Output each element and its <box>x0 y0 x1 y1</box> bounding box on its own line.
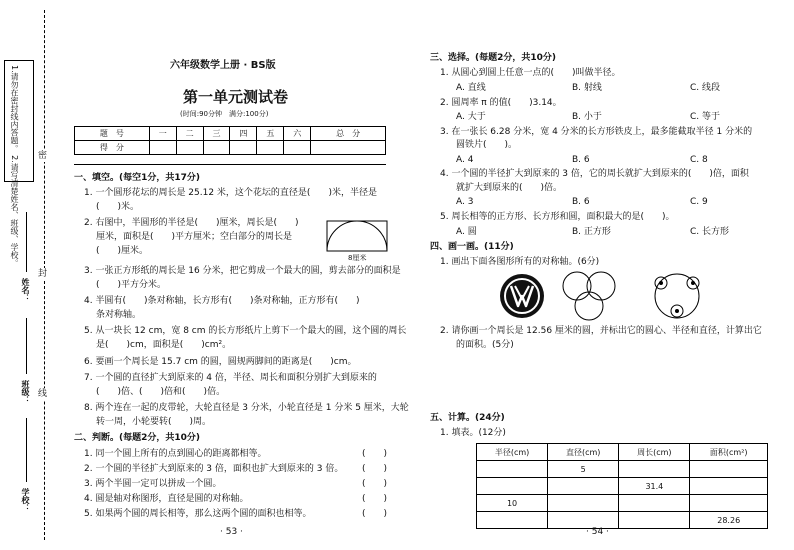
choice-4-option-b[interactable]: B. 6 <box>572 197 590 207</box>
score-header-cell: 一 <box>149 127 176 141</box>
q5-line1: 5. 从一块长 12 cm，宽 8 cm 的长方形纸片上剪下一个最大的圆，这个圆的周长 <box>84 326 407 336</box>
judge-answer-4[interactable]: ( ) <box>362 494 388 504</box>
judge-answer-5[interactable]: ( ) <box>362 509 388 519</box>
judge-answer-3[interactable]: ( ) <box>362 479 388 489</box>
page-number-right: · 54 · <box>586 527 609 537</box>
choice-2-option-c[interactable]: C. 等于 <box>690 112 721 122</box>
choice-3-line1: 3. 在一张长 6.28 分米，宽 4 分米的长方形铁皮上，最多能截取半径 1 分米的 <box>440 127 753 137</box>
choice-1-option-c[interactable]: C. 线段 <box>690 83 721 93</box>
q8-line2: 转一周，小轮要转( )周。 <box>96 417 212 427</box>
q7-line1: 7. 一个圆的直径扩大到原来的 4 倍，半径、周长和面积分别扩大到原来的 <box>84 373 377 383</box>
symmetry-figures <box>494 268 784 324</box>
table-row <box>477 512 768 529</box>
score-header-cell: 总 分 <box>311 127 386 141</box>
judge-item-4: 4. 圆是轴对称图形，直径是圆的对称轴。 <box>84 494 249 504</box>
table-cell[interactable] <box>619 495 690 512</box>
seal-word-3: 线 <box>38 389 48 399</box>
table-cell[interactable] <box>690 461 768 478</box>
q1-line2: ( )米。 <box>96 202 140 212</box>
choice-2-option-b[interactable]: B. 小于 <box>572 112 602 122</box>
choice-1-option-b[interactable]: B. 射线 <box>572 83 602 93</box>
section-3-title: 三、选择。(每题2分，共10分) <box>430 53 557 63</box>
draw-question-2-line2: 的面积。(5分) <box>456 340 514 350</box>
judge-item-2: 2. 一个圆的半径扩大到原来的 3 倍，面积也扩大到原来的 3 倍。 <box>84 464 344 474</box>
score-header-cell: 二 <box>176 127 203 141</box>
table-cell[interactable] <box>619 512 690 529</box>
judge-answer-1[interactable]: ( ) <box>362 449 388 459</box>
seal-word-2: 封 <box>38 269 48 279</box>
vw-logo-figure <box>500 274 544 318</box>
q6: 6. 要画一个周长是 15.7 cm 的圆，圆规两脚间的距离是( )cm。 <box>84 357 357 367</box>
score-cell[interactable] <box>311 141 386 155</box>
calc-question-1: 1. 填表。(12分) <box>440 428 506 438</box>
choice-3-option-c[interactable]: C. 8 <box>690 155 708 165</box>
table-cell[interactable] <box>477 461 548 478</box>
choice-4-option-c[interactable]: C. 9 <box>690 197 708 207</box>
table-header: 半径(cm) <box>477 444 548 461</box>
name-line[interactable] <box>26 212 27 272</box>
figure-semicircle-arc <box>327 221 387 251</box>
q1-line1: 1. 一个圆形花坛的周长是 25.12 米，这个花坛的直径是( )米，半径是 <box>84 188 377 198</box>
q3-line1: 3. 一张正方形纸的周长是 16 分米，把它剪成一个最大的圆，剪去部分的面积是 <box>84 266 401 276</box>
score-cell[interactable] <box>176 141 203 155</box>
draw-question-1: 1. 画出下面各图形所有的对称轴。(6分) <box>440 257 600 267</box>
judge-answer-2[interactable]: ( ) <box>362 464 388 474</box>
score-cell[interactable] <box>257 141 284 155</box>
name-label: 姓名： <box>21 278 30 302</box>
table-header: 面积(cm²) <box>690 444 768 461</box>
semicircle-figure <box>326 220 388 252</box>
choice-2-option-a[interactable]: A. 大于 <box>456 112 486 122</box>
table-cell[interactable]: 5 <box>548 461 619 478</box>
table-header: 周长(cm) <box>619 444 690 461</box>
choice-1: 1. 从圆心到圆上任意一点的( )叫做半径。 <box>440 68 621 78</box>
school-line[interactable] <box>26 418 27 482</box>
choice-3-line2: 圆铁片( )。 <box>456 140 518 150</box>
section-2-title: 二、判断。(每题2分，共10分) <box>74 433 201 443</box>
score-header-cell: 三 <box>203 127 230 141</box>
dotted-circles-figure <box>655 274 699 318</box>
binding-margin <box>0 0 68 550</box>
score-cell[interactable] <box>230 141 257 155</box>
choice-4-line1: 4. 一个圆的半径扩大到原来的 3 倍，它的周长就扩大到原来的( )倍，面积 <box>440 169 749 179</box>
choice-5-option-a[interactable]: A. 圆 <box>456 227 477 237</box>
q7-line2: ( )倍、( )倍和( )倍。 <box>96 387 226 397</box>
school-label: 学校： <box>21 488 30 512</box>
figure-rectangle <box>327 221 387 251</box>
q8-line1: 8. 两个连在一起的皮带轮，大轮直径是 3 分米，小轮直径是 1 分米 5 厘米，大轮 <box>84 403 409 413</box>
score-header-cell: 四 <box>230 127 257 141</box>
page-number-left: · 53 · <box>220 527 243 537</box>
figure-dimension-label: 8厘米 <box>348 254 367 262</box>
divider <box>74 164 386 165</box>
score-header-cell: 五 <box>257 127 284 141</box>
draw-question-2-line1: 2. 请你画一个周长是 12.56 厘米的圆，并标出它的圆心、半径和直径，计算出它 <box>440 326 762 336</box>
choice-1-option-a[interactable]: A. 直线 <box>456 83 486 93</box>
time-info: (时间:90分钟 满分:100分) <box>180 110 269 118</box>
table-cell[interactable] <box>477 478 548 495</box>
judge-item-5: 5. 如果两个圆的周长相等，那么这两个圆的面积也相等。 <box>84 509 312 519</box>
choice-4-line2: 就扩大到原来的( )倍。 <box>456 183 563 193</box>
choice-3-option-a[interactable]: A. 4 <box>456 155 474 165</box>
notice-text: 1.请勿在密封线内答题。 2.请写清楚姓名、班级、学校。 <box>10 65 19 267</box>
class-label: 班级： <box>21 380 30 404</box>
table-cell[interactable]: 28.26 <box>690 512 768 529</box>
q2-line3: ( )厘米。 <box>96 246 149 256</box>
fill-in-table <box>476 443 768 529</box>
score-cell[interactable] <box>284 141 311 155</box>
page-title: 第一单元测试卷 <box>183 88 289 106</box>
table-cell[interactable] <box>548 478 619 495</box>
judge-item-1: 1. 同一个圆上所有的点到圆心的距离都相等。 <box>84 449 267 459</box>
score-header-cell: 题 号 <box>75 127 150 141</box>
score-cell[interactable] <box>149 141 176 155</box>
three-circles-figure <box>563 272 615 320</box>
score-cell[interactable] <box>203 141 230 155</box>
choice-5-option-c[interactable]: C. 长方形 <box>690 227 730 237</box>
section-5-title: 五、计算。(24分) <box>430 413 505 423</box>
table-header: 直径(cm) <box>548 444 619 461</box>
table-row <box>477 478 768 495</box>
choice-5: 5. 周长相等的正方形、长方形和圆，面积最大的是( )。 <box>440 212 675 222</box>
q2-line2: 厘米，面积是( )平方厘米；空白部分的周长是 <box>96 232 293 242</box>
section-1-title: 一、填空。(每空1分，共17分) <box>74 173 201 183</box>
score-header-cell: 六 <box>284 127 311 141</box>
section-4-title: 四、画一画。(11分) <box>430 242 514 252</box>
class-line[interactable] <box>26 318 27 374</box>
q5-line2: 是( )cm，面积是( )cm²。 <box>96 340 232 350</box>
subtitle: 六年级数学上册 · BS版 <box>170 60 276 71</box>
q4-line1: 4. 半圆有( )条对称轴，长方形有( )条对称轴，正方形有( ) <box>84 296 360 306</box>
choice-4-option-a[interactable]: A. 3 <box>456 197 474 207</box>
choice-2: 2. 圆周率 π 的值( )3.14。 <box>440 98 562 108</box>
judge-item-3: 3. 两个半圆一定可以拼成一个圆。 <box>84 479 222 489</box>
seal-word-1: 密 <box>38 151 48 161</box>
choice-5-option-b[interactable]: B. 正方形 <box>572 227 611 237</box>
score-row-label: 得 分 <box>75 141 150 155</box>
table-row <box>477 461 768 478</box>
table-cell[interactable] <box>548 495 619 512</box>
table-cell[interactable] <box>690 478 768 495</box>
q4-line2: 条对称轴。 <box>96 310 142 320</box>
q2-line1: 2. 右图中，半圆形的半径是( )厘米，周长是( ) <box>84 218 299 228</box>
table-row <box>477 495 768 512</box>
table-cell[interactable]: 10 <box>477 495 548 512</box>
choice-3-option-b[interactable]: B. 6 <box>572 155 590 165</box>
q3-line2: ( )平方分米。 <box>96 280 167 290</box>
table-cell[interactable]: 31.4 <box>619 478 690 495</box>
table-cell[interactable] <box>690 495 768 512</box>
table-cell[interactable] <box>477 512 548 529</box>
table-cell[interactable] <box>619 461 690 478</box>
score-table <box>74 126 386 155</box>
notice-box <box>4 60 34 267</box>
